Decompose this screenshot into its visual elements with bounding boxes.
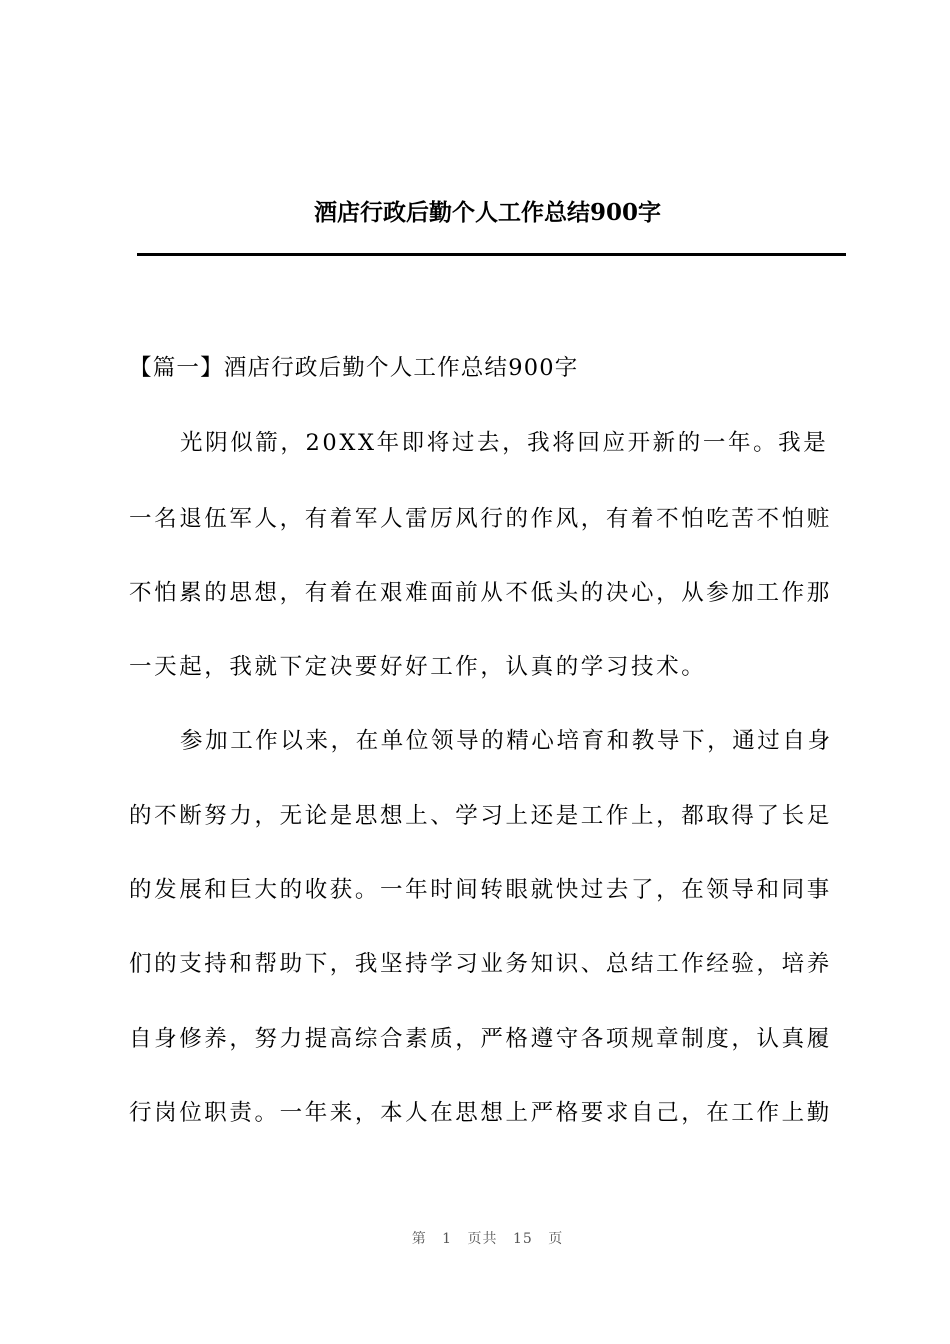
paragraph-line: 不怕累的思想，有着在艰难面前从不低头的决心，从参加工作那 [129,580,832,606]
paragraph-line: 光阴似箭，20XX年即将过去，我将回应开新的一年。我是 [180,430,829,456]
section-heading: 【篇一】酒店行政后勤个人工作总结900字 [129,355,579,381]
paragraph-line: 们的支持和帮助下，我坚持学习业务知识、总结工作经验，培养 [129,951,832,977]
paragraph-line: 一天起，我就下定决要好好工作，认真的学习技术。 [129,654,707,680]
document-title: 酒店行政后勤个人工作总结900字 [313,199,661,226]
paragraph-line: 的不断努力，无论是思想上、学习上还是工作上，都取得了长足 [129,803,832,829]
paragraph-line: 自身修养，努力提高综合素质，严格遵守各项规章制度，认真履 [129,1026,832,1052]
page-number-footer: 第 1 页共 15 页 [411,1231,564,1247]
title-underline [137,253,846,256]
paragraph-line: 的发展和巨大的收获。一年时间转眼就快过去了，在领导和同事 [129,877,832,903]
paragraph-line: 行岗位职责。一年来，本人在思想上严格要求自己，在工作上勤 [129,1100,832,1126]
paragraph-line: 参加工作以来，在单位领导的精心培育和教导下，通过自身 [180,728,833,754]
paragraph-line: 一名退伍军人，有着军人雷厉风行的作风，有着不怕吃苦不怕赃 [129,506,832,532]
